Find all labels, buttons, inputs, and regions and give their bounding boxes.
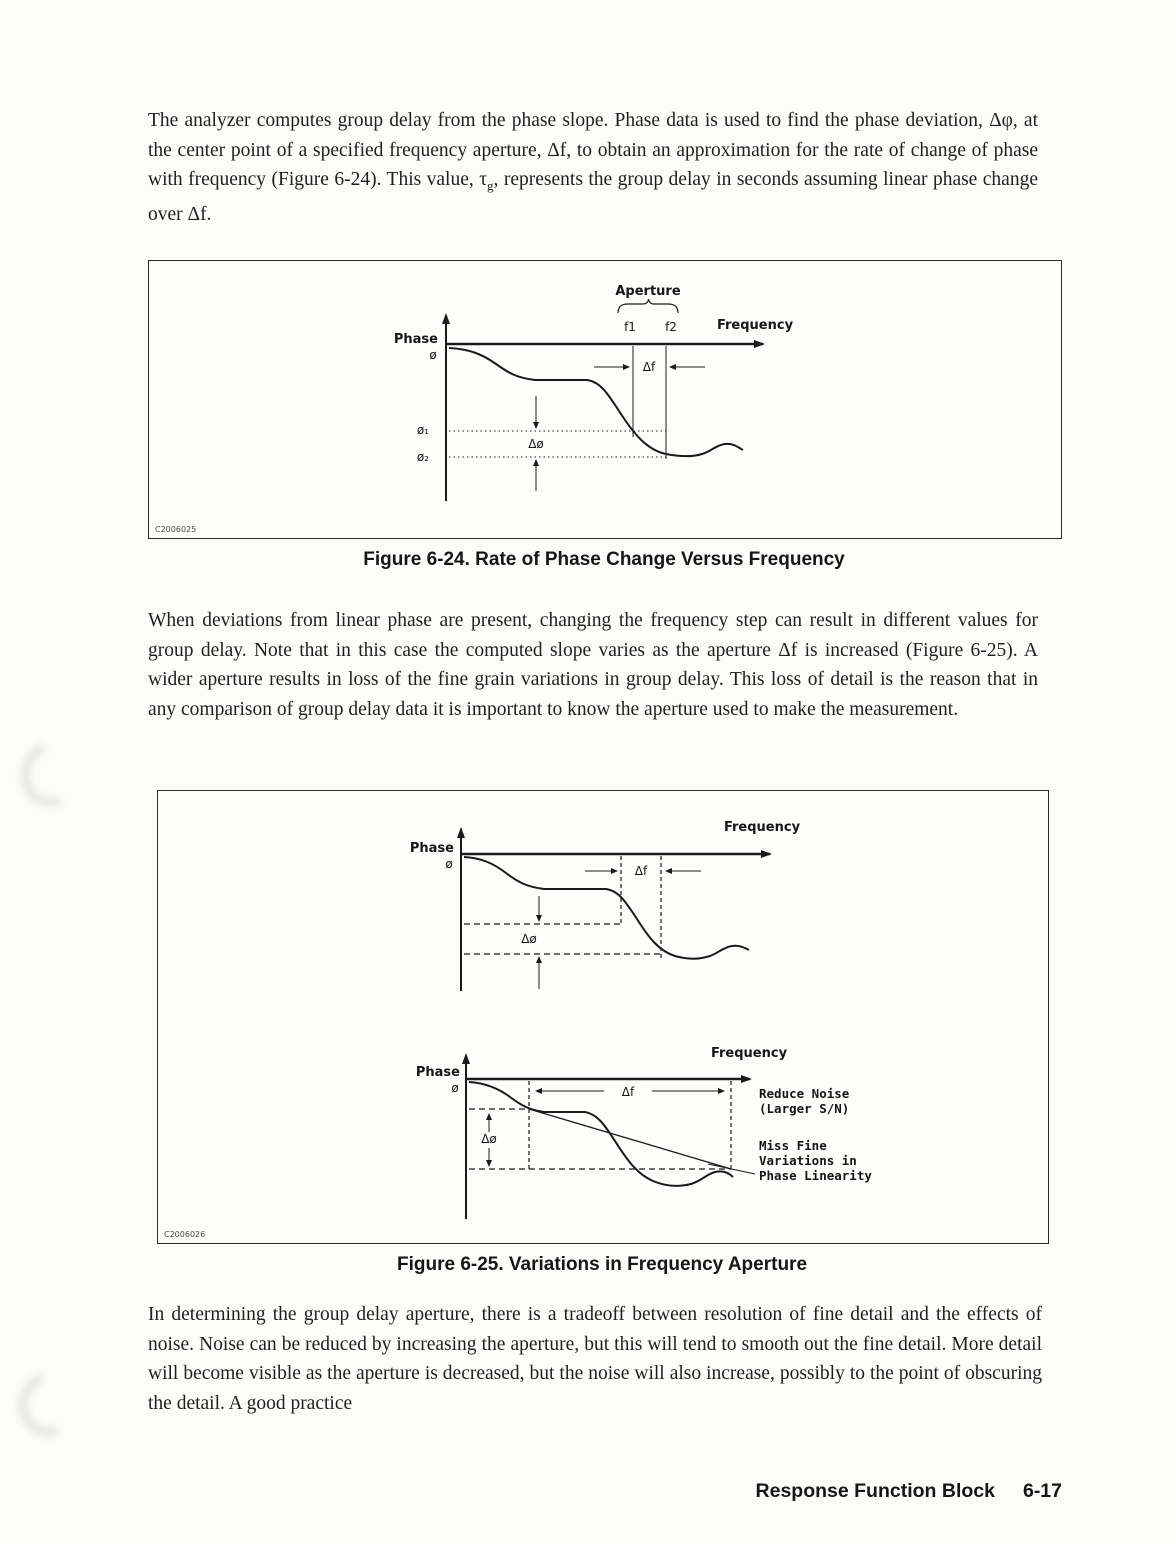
frequency-label: Frequency (716, 318, 794, 333)
delta-phi-label: Δø (521, 932, 537, 946)
figure-code: C2006026 (164, 1230, 206, 1239)
figure-6-24-diagram (149, 261, 1061, 538)
axes (466, 1055, 750, 1219)
figure-6-25-diagram (158, 791, 1048, 1243)
miss-fine-note-line3: Phase Linearity (759, 1168, 872, 1183)
f1-label: f1 (624, 320, 636, 334)
phase-label: Phase (409, 841, 454, 856)
frequency-label: Frequency (710, 1046, 788, 1061)
phase-level-lines (469, 1109, 731, 1169)
phase-curve (464, 857, 749, 959)
page-footer (756, 1480, 1062, 1503)
tau-subscript: g (487, 177, 494, 193)
miss-fine-note-line1: Miss Fine (759, 1138, 827, 1153)
phase-curve (449, 348, 743, 456)
linear-approximation-chord (529, 1109, 731, 1169)
phase-symbol: ø (451, 1081, 459, 1095)
figure-6-25-caption: Figure 6-25. Variations in Frequency Aperture (396, 1254, 808, 1275)
figure-6-24 (148, 260, 1062, 539)
figure-6-24-caption: Figure 6-24. Rate of Phase Change Versus Frequency (363, 549, 845, 570)
phase-symbol: ø (445, 857, 453, 871)
phase-symbol: ø (429, 348, 437, 362)
delta-f-label: Δf (642, 360, 656, 374)
phi1-label: ø₁ (416, 423, 429, 437)
paragraph-aperture-variation: When deviations from linear phase are present, changing the frequency step can result in different values for group delay. Note that in this case the computed slope varies as the aperture Δf is increased (Figure 6-25). A wider aperture results in loss of the fine grain variations in group delay. This loss of detail is the reason that in any comparison of group delay data it is important to know the aperture used to make the measurement. (148, 610, 1038, 720)
reduce-noise-note-line2: (Larger S/N) (759, 1101, 850, 1116)
aperture-brace (618, 299, 678, 313)
axes (446, 315, 763, 501)
figure-code: C2006025 (155, 525, 197, 534)
wide-aperture-diagram (416, 1046, 872, 1219)
phase-label: Phase (415, 1065, 460, 1080)
reduce-noise-note-line1: Reduce Noise (759, 1086, 850, 1101)
axes (461, 829, 770, 991)
f2-label: f2 (665, 320, 677, 334)
paragraph-text: The analyzer computes group delay from the phase slope. Phase data is used to find the phase deviation, Δφ, at the center point of a specified frequency aperture, Δf, to obtain an approximation for the rate of change of phase with frequency (Figure 6-24). This value, τ (148, 110, 1038, 190)
footer-section-title: Response Function Block (755, 1480, 995, 1502)
phase-label: Phase (393, 332, 438, 347)
phi2-label: ø₂ (416, 450, 429, 464)
frequency-label: Frequency (723, 820, 801, 835)
scan-artifact (9, 1362, 90, 1445)
delta-f-label: Δf (621, 1085, 635, 1099)
paragraph-text: , represents the group delay in seconds assuming linear phase change over Δf. (148, 169, 1038, 226)
figure-6-25 (157, 790, 1049, 1244)
phase-curve (469, 1082, 733, 1186)
delta-f-label: Δf (634, 864, 648, 878)
scan-artifact (11, 732, 92, 815)
aperture-label: Aperture (615, 284, 681, 299)
page-number: 6-17 (1022, 1480, 1062, 1502)
delta-phi-label: Δø (528, 437, 544, 451)
miss-fine-note-line2: Variations in (759, 1153, 857, 1168)
delta-phi-label: Δø (481, 1132, 497, 1146)
narrow-aperture-diagram (410, 820, 801, 991)
paragraph-aperture-tradeoff: In determining the group delay aperture, there is a tradeoff between resolution of fine detail and the effects of noise. Noise can be reduced by increasing the aperture, but this will tend to smooth out the fine detail. More detail will become visible as the aperture is decreased, but the noise will also increase, possibly to the point of obscuring the detail. A good practice (148, 1304, 1042, 1414)
paragraph-group-delay (148, 106, 1038, 230)
